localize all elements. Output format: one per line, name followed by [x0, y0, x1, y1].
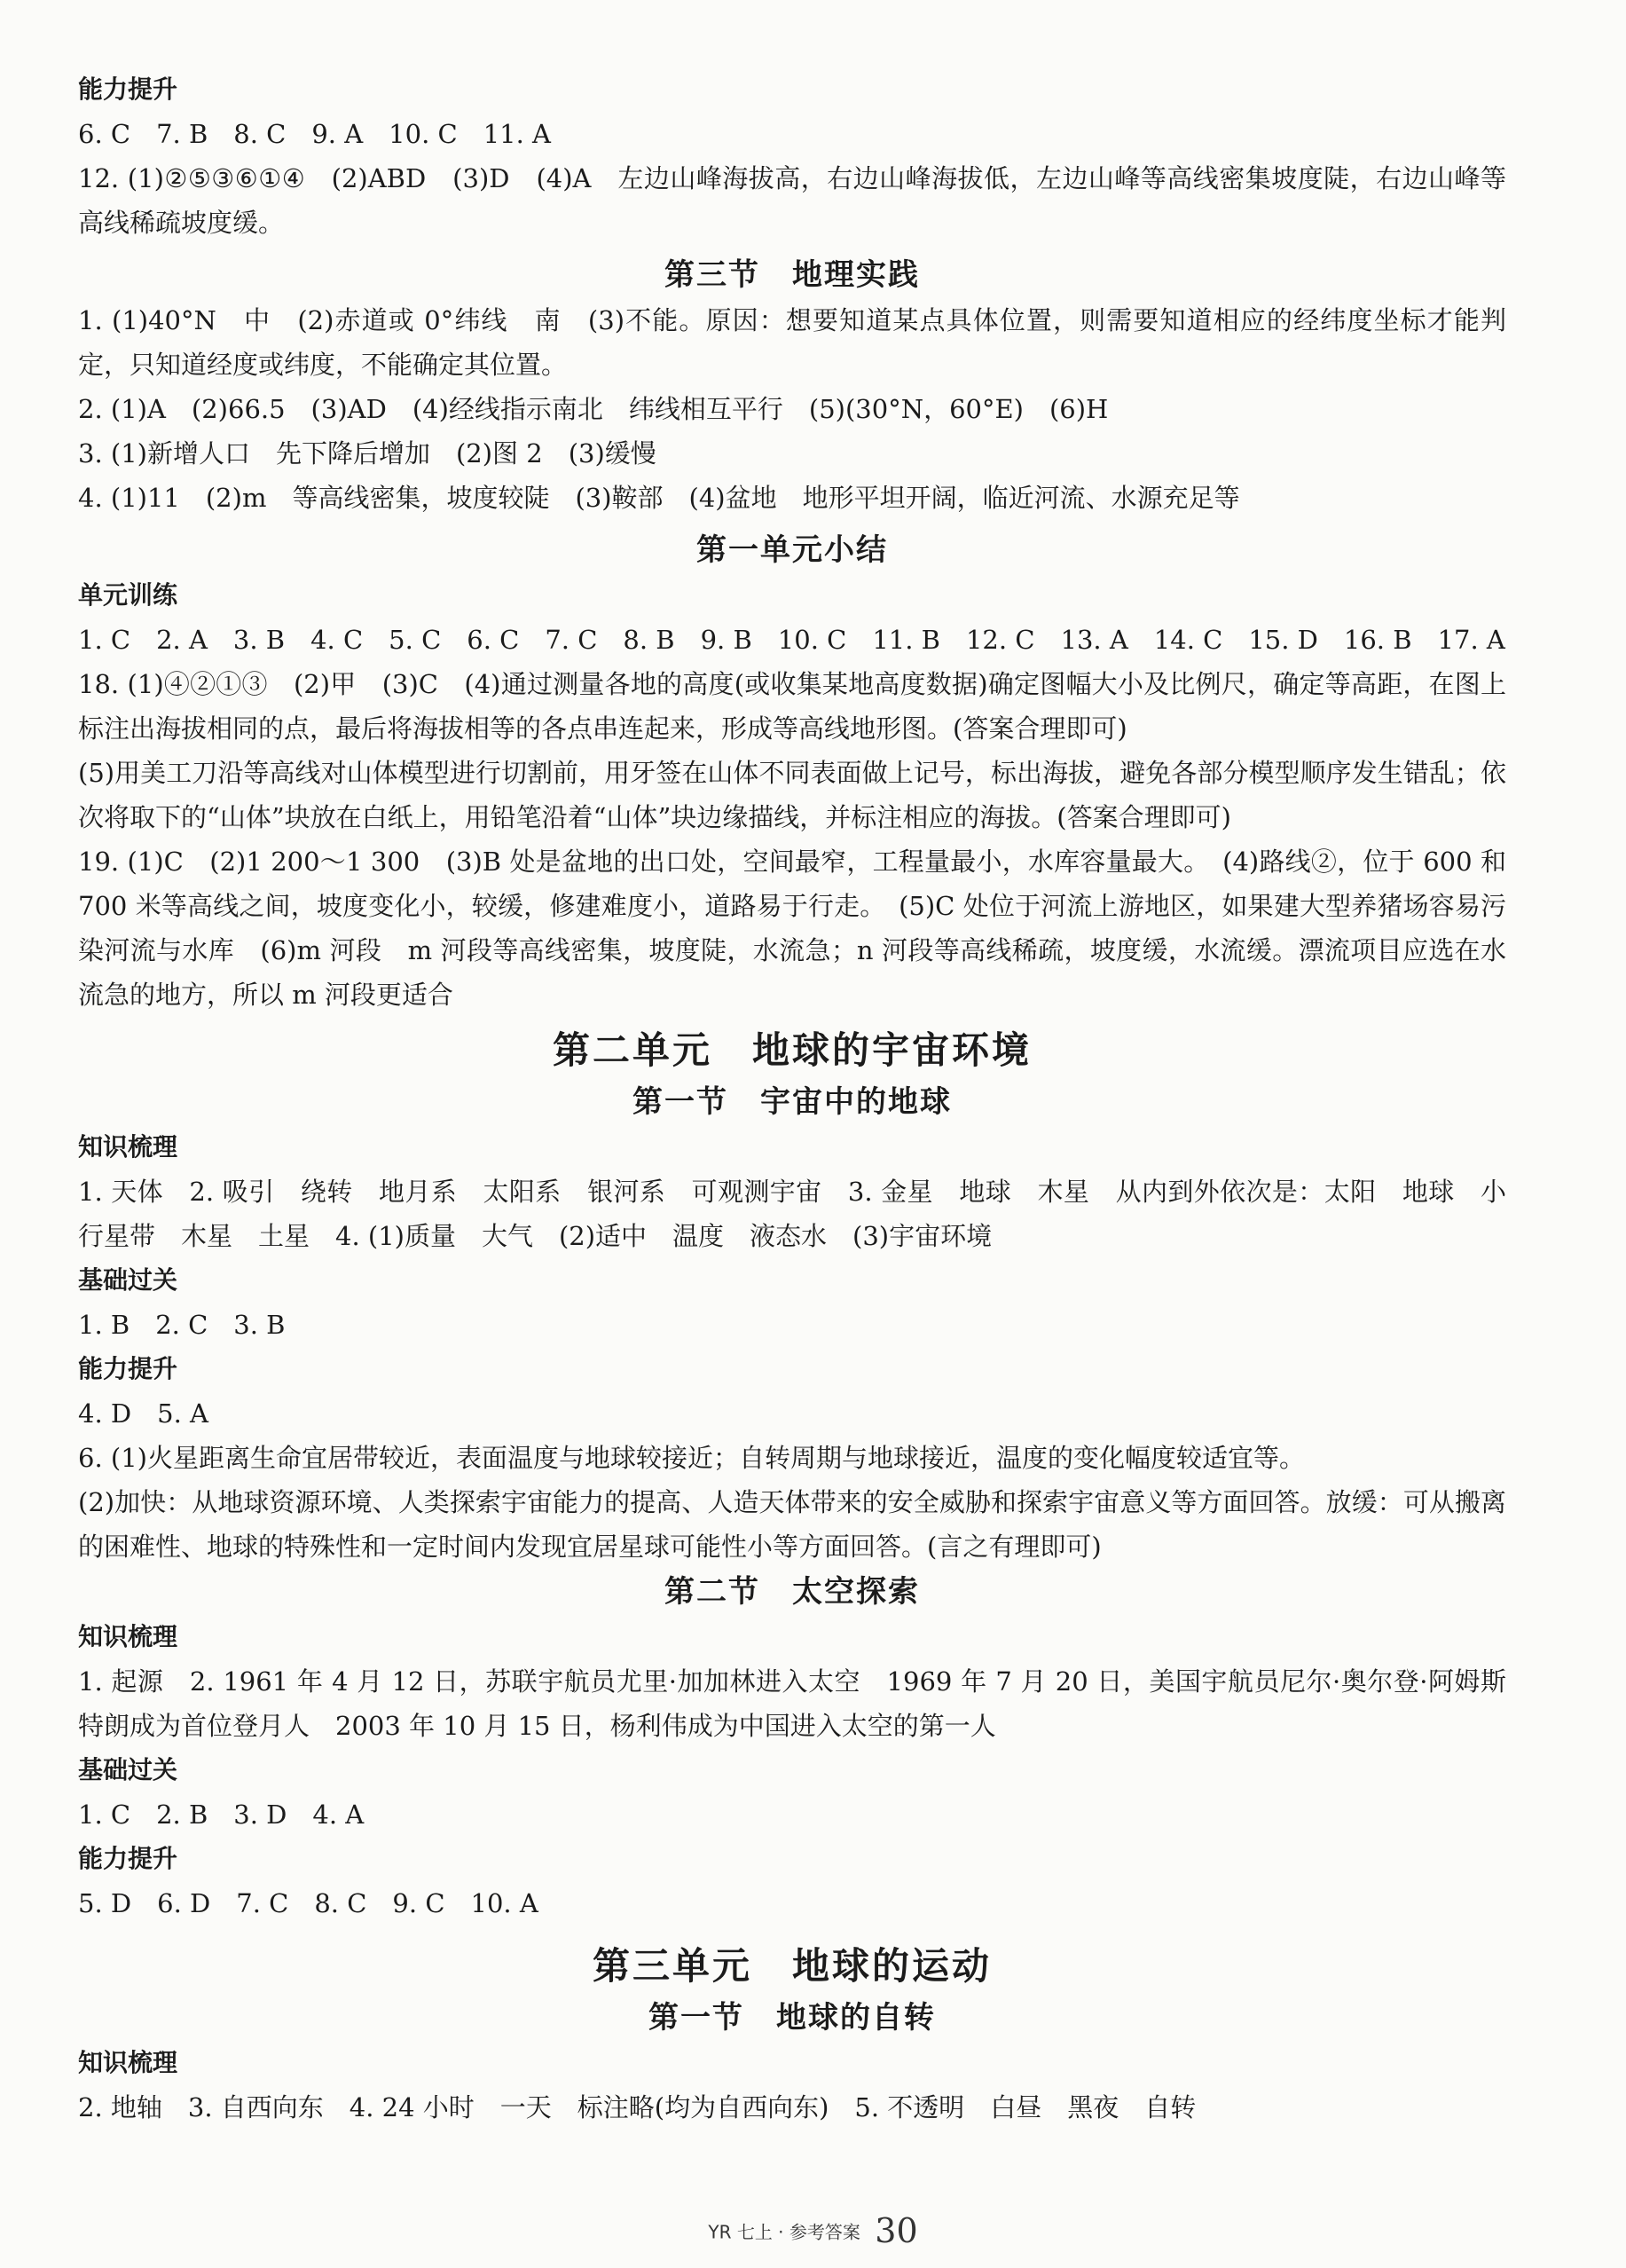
footer-label: YR 七上 · 参考答案 [708, 2221, 860, 2243]
answer-line: 2. 地轴 3. 自西向东 4. 24 小时 一天 标注略(均为自西向东) 5. 不透明 白昼 黑夜 自转 [78, 2092, 1197, 2122]
answer-line: 1. 天体 2. 吸引 绕转 地月系 太阳系 银河系 可观测宇宙 3. 金星 地球 木星 从内到外依次是：太阳 地球 小行星带 木星 土星 4. (1)质量 大气 (2)适中 温度 液态水 (3)宇宙环境 [78, 1177, 1506, 1251]
page-number: 30 [875, 2211, 918, 2250]
answer-line: 6. C 7. B 8. C 9. A 10. C 11. A [78, 119, 551, 149]
answer-line: 12. (1)②⑤③⑥①④ (2)ABD (3)D (4)A 左边山峰海拔高，右边山峰海拔低，左边山峰等高线密集坡度陡，右边山峰等高线稀疏坡度缓。 [78, 163, 1506, 238]
page-footer [0, 2211, 1626, 2250]
answer-line: (2)加快：从地球资源环境、人类探索宇宙能力的提高、人造天体带来的安全威胁和探索宇宙意义等方面回答。放缓：可从搬离的困难性、地球的特殊性和一定时间内发现宜居星球可能性小等方面回答。(言之有理即可) [78, 1487, 1506, 1562]
answer-line: 1. C 2. A 3. B 4. C 5. C 6. C 7. C 8. B 9. B 10. C 11. B 12. C 13. A 14. C 15. D 16. B 17. A [78, 625, 1505, 655]
subheading-basic: 基础过关 [78, 1265, 178, 1295]
answer-line: 3. (1)新增人口 先下降后增加 (2)图 2 (3)缓慢 [78, 438, 656, 469]
answer-line: 4. D 5. A [78, 1398, 208, 1429]
answer-line: 1. (1)40°N 中 (2)赤道或 0°纬线 南 (3)不能。原因：想要知道某点具体位置，则需要知道相应的经纬度坐标才能判定，只知道经度或纬度，不能确定其位置。 [78, 305, 1506, 380]
section-title: 第一单元小结 [696, 532, 888, 568]
section-title: 第一节 地球的自转 [648, 2000, 936, 2036]
section-title: 第一节 宇宙中的地球 [632, 1084, 952, 1120]
answer-line: 1. C 2. B 3. D 4. A [78, 1799, 365, 1830]
answer-line: 18. (1)④②①③ (2)甲 (3)C (4)通过测量各地的高度(或收集某地高度数据)确定图幅大小及比例尺，确定等高距，在图上标注出海拔相同的点，最后将海拔相等的各点串连起来，形成等高线地形图。(答案合理即可) [78, 669, 1506, 744]
subheading-unit-training: 单元训练 [78, 580, 178, 610]
section-title: 第二节 太空探索 [664, 1574, 920, 1610]
subheading-knowledge: 知识梳理 [78, 1622, 178, 1651]
answer-line: 1. B 2. C 3. B [78, 1310, 286, 1340]
subheading-ability: 能力提升 [78, 75, 178, 104]
answer-line: 4. (1)11 (2)m 等高线密集，坡度较陡 (3)鞍部 (4)盆地 地形平坦开阔，临近河流、水源充足等 [78, 483, 1240, 513]
section-title: 第三节 地理实践 [664, 257, 920, 293]
answer-line: (5)用美工刀沿等高线对山体模型进行切割前，用牙签在山体不同表面做上记号，标出海拔，避免各部分模型顺序发生错乱；依次将取下的“山体”块放在白纸上，用铅笔沿着“山体”块边缘描线，并标注相应的海拔。(答案合理即可) [78, 758, 1506, 832]
answer-line: 1. 起源 2. 1961 年 4 月 12 日，苏联宇航员尤里·加加林进入太空 1969 年 7 月 20 日，美国宇航员尼尔·奥尔登·阿姆斯特朗成为首位登月人 2003 年 10 月 15 日，杨利伟成为中国进入太空的第一人 [78, 1666, 1506, 1741]
subheading-knowledge: 知识梳理 [78, 2048, 178, 2077]
answer-line: 5. D 6. D 7. C 8. C 9. C 10. A [78, 1888, 538, 1918]
answer-line: 19. (1)C (2)1 200～1 300 (3)B 处是盆地的出口处，空间最窄，工程量最小，水库容量最大。 (4)路线②，位于 600 和 700 米等高线之间，坡度变化小，较缓，修建难度小，道路易于行走。 (5)C 处位于河流上游地区，如果建大型养猪场容易污染河流与水库 (6)m 河段 m 河段等高线密集，坡度陡，水流急；n 河段等高线稀疏，坡度缓，水流缓。漂流项目应选在水流急的地方，所以 m 河段更适合 [78, 847, 1506, 1010]
subheading-ability: 能力提升 [78, 1354, 178, 1383]
answer-line: 2. (1)A (2)66.5 (3)AD (4)经线指示南北 纬线相互平行 (5)(30°N，60°E) (6)H [78, 394, 1109, 424]
subheading-ability: 能力提升 [78, 1844, 178, 1873]
unit-title: 第二单元 地球的宇宙环境 [552, 1028, 1032, 1072]
unit-title: 第三单元 地球的运动 [592, 1944, 992, 1988]
page-content [78, 67, 1506, 2130]
answer-line: 6. (1)火星距离生命宜居带较近，表面温度与地球较接近；自转周期与地球接近，温度的变化幅度较适宜等。 [78, 1443, 1305, 1473]
subheading-basic: 基础过关 [78, 1755, 178, 1784]
subheading-knowledge: 知识梳理 [78, 1132, 178, 1162]
